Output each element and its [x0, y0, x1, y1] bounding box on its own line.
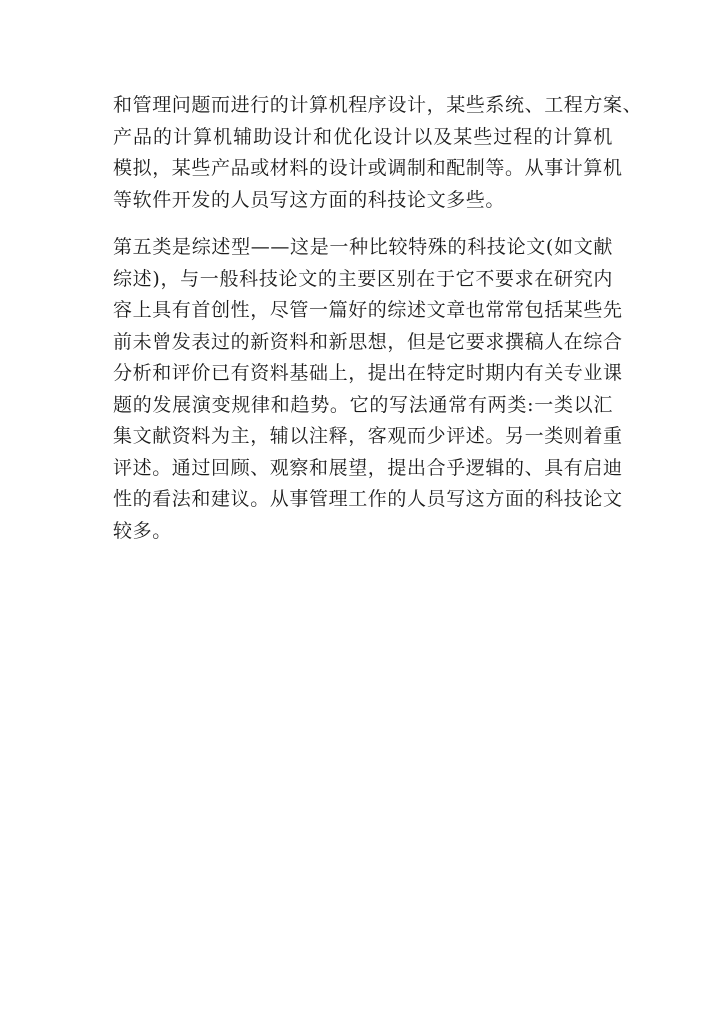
paragraph-software-papers: [113, 90, 643, 216]
text-line: 容上具有首创性，尽管一篇好的综述文章也常常包括某些先: [113, 299, 623, 321]
text-line: 评述。通过回顾、观察和展望，提出合乎逻辑的、具有启迪: [113, 456, 623, 479]
text-line: 集文献资料为主，辅以注释，客观而少评述。另一类则着重: [113, 425, 623, 447]
text-line: 模拟，某些产品或材料的设计或调制和配制等。从事计算机: [113, 157, 623, 179]
text-line: 前未曾发表过的新资料和新思想，但是它要求撰稿人在综合: [113, 330, 623, 353]
text-line: 性的看法和建议。从事管理工作的人员写这方面的科技论文: [113, 488, 623, 510]
text-line: 和管理问题而进行的计算机程序设计，某些系统、工程方案、: [113, 94, 643, 116]
text-line: 题的发展演变规律和趋势。它的写法通常有两类:一类以汇: [113, 393, 613, 416]
text-line: 第五类是综述型——这是一种比较特殊的科技论文(如文献: [113, 236, 613, 258]
text-line: 较多。: [113, 519, 172, 542]
text-line: 等软件开发的人员写这方面的科技论文多些。: [113, 188, 506, 211]
text-line: 分析和评价已有资料基础上，提出在特定时期内有关专业课: [113, 362, 623, 384]
text-line: 产品的计算机辅助设计和优化设计以及某些过程的计算机: [113, 125, 613, 148]
text-line: 综述)，与一般科技论文的主要区别在于它不要求在研究内: [113, 267, 613, 290]
paragraph-review-papers: [113, 232, 623, 547]
